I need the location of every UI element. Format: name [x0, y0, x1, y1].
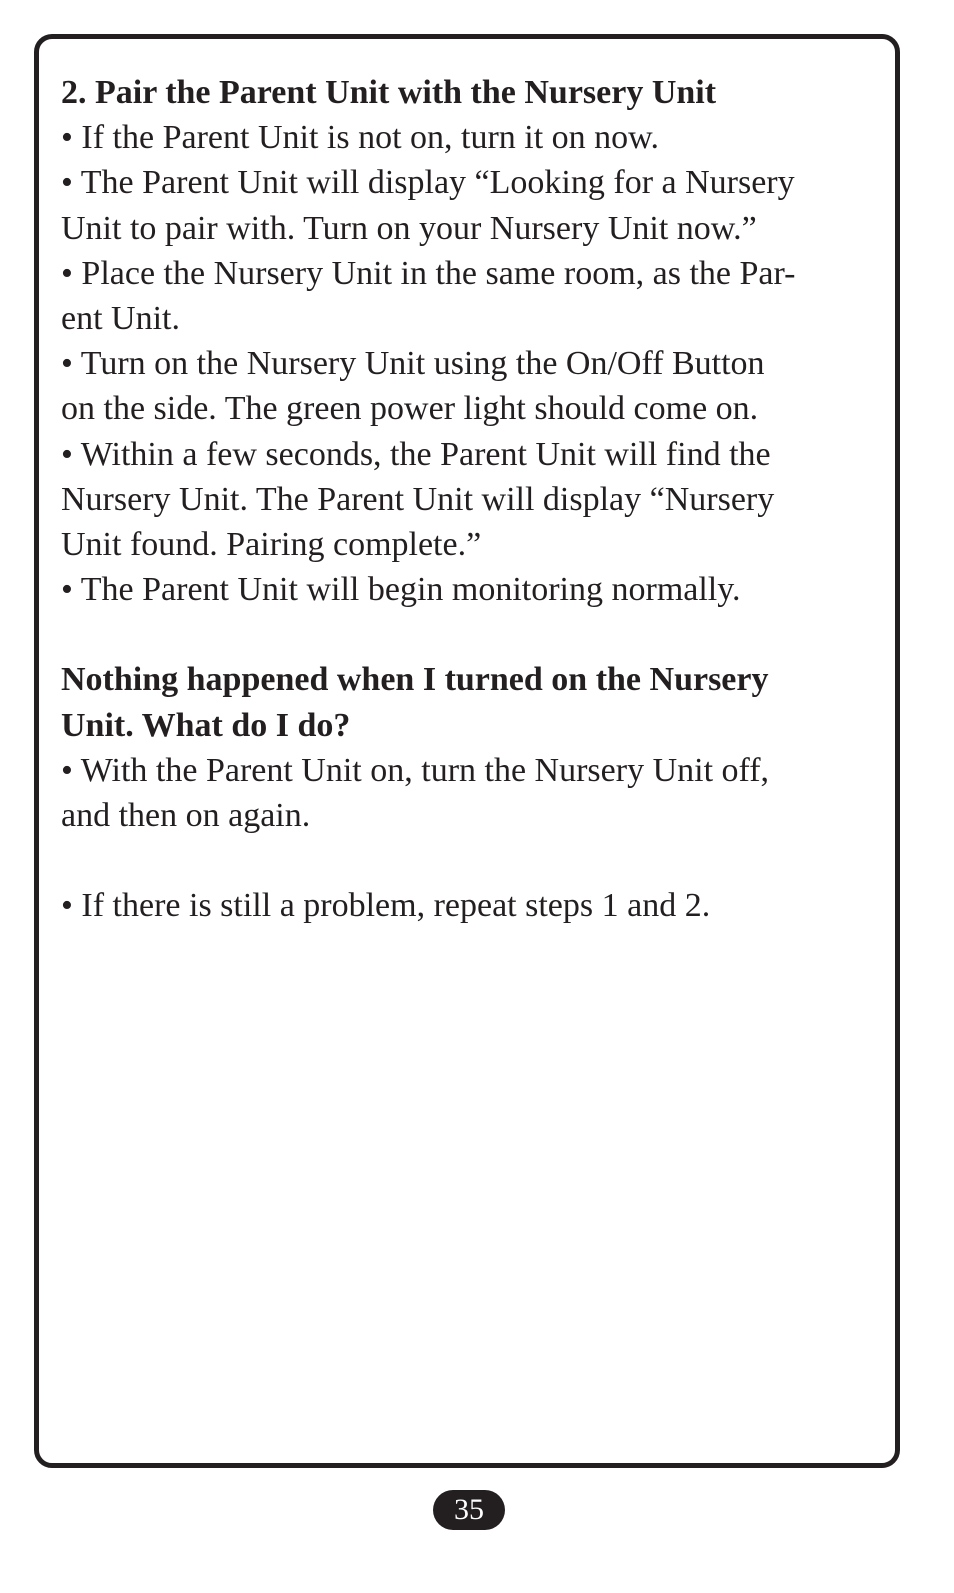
section-spacer: [61, 612, 881, 657]
page-number-badge: 35: [433, 1490, 505, 1530]
pair-line: • If the Parent Unit is not on, turn it on now.: [61, 119, 660, 157]
pair-line: ent Unit.: [61, 300, 180, 338]
pair-line: • The Parent Unit will display “Looking for a Nursery: [61, 164, 795, 202]
pair-line: • The Parent Unit will begin monitoring normally.: [61, 571, 741, 609]
trouble-line: • With the Parent Unit on, turn the Nursery Unit off,: [61, 751, 770, 789]
trouble-heading-line: Nothing happened when I turned on the Nursery: [61, 661, 769, 699]
pair-line: • Turn on the Nursery Unit using the On/Off Button: [61, 345, 765, 383]
trouble-line: and then on again.: [61, 797, 311, 835]
pair-heading: 2. Pair the Parent Unit with the Nursery Unit: [61, 74, 717, 111]
pair-line: • Within a few seconds, the Parent Unit will find the: [61, 435, 771, 473]
pair-line: Unit to pair with. Turn on your Nursery Unit now.”: [61, 209, 757, 247]
page-content: [61, 70, 881, 928]
pair-line: on the side. The green power light should come on.: [61, 390, 759, 428]
pair-line: Unit found. Pairing complete.”: [61, 526, 482, 564]
paragraph-spacer: [61, 838, 881, 883]
trouble-final-line: • If there is still a problem, repeat steps 1 and 2.: [61, 887, 711, 925]
pair-line: Nursery Unit. The Parent Unit will display “Nursery: [61, 480, 775, 518]
pair-line: • Place the Nursery Unit in the same room, as the Par-: [61, 254, 796, 292]
trouble-heading-line: Unit. What do I do?: [61, 706, 351, 744]
